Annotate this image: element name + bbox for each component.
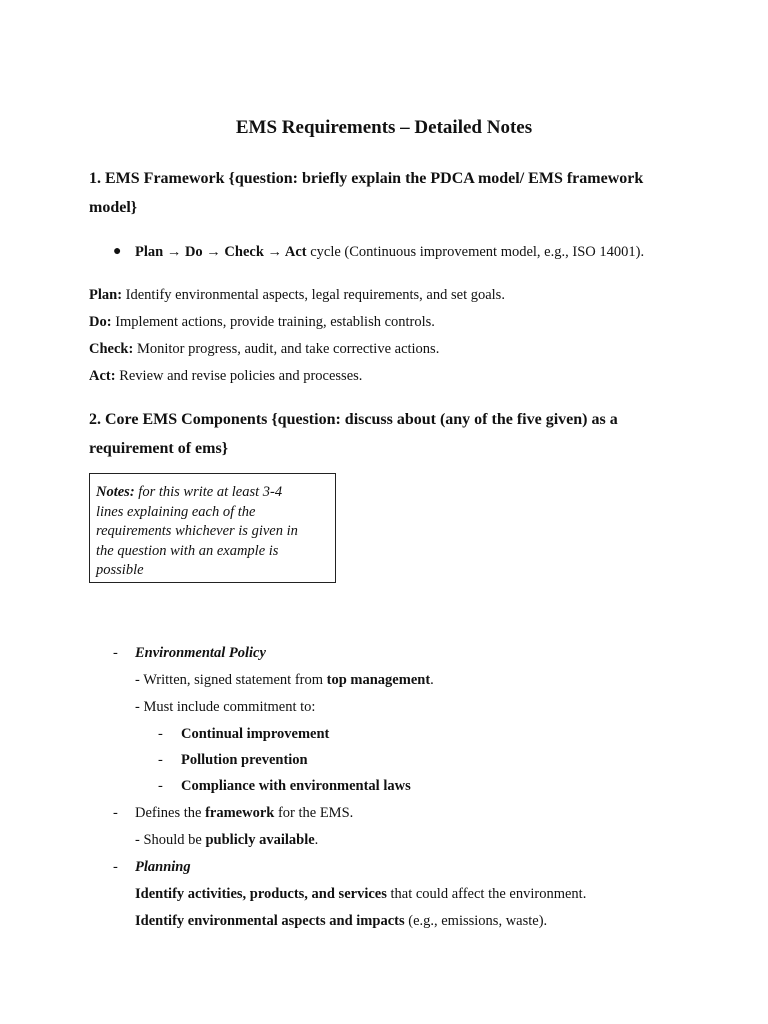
section1-heading-line1: 1. EMS Framework {question: briefly explain the PDCA model/ EMS framework: [89, 170, 644, 187]
publicly-post: .: [314, 832, 319, 848]
step-label: Plan:: [89, 287, 123, 303]
step-do: [89, 314, 435, 331]
defines-pre: Defines the: [135, 805, 206, 821]
commitment-item: Compliance with environmental laws: [181, 778, 411, 794]
notes-box: [89, 473, 336, 583]
step-text: Monitor progress, audit, and take corrective actions.: [133, 341, 440, 357]
dash-marker: -: [113, 805, 118, 821]
planning-title: Planning: [135, 859, 191, 875]
notes-line: requirements whichever is given in: [96, 523, 298, 540]
defines-bold: framework: [205, 805, 275, 821]
notes-line: possible: [96, 562, 144, 579]
section2-heading-line1: 2. Core EMS Components {question: discuss about (any of the five given) as a: [89, 411, 618, 428]
step-check: [89, 341, 439, 358]
notes-line: [96, 483, 329, 503]
step-text: Implement actions, provide training, establish controls.: [111, 314, 435, 330]
planning-line1: [135, 886, 586, 903]
step-plan: [89, 287, 505, 304]
env-policy-written: [135, 672, 434, 689]
dash-marker: -: [113, 645, 118, 661]
dash-marker: -: [158, 726, 163, 742]
notes-line: lines explaining each of the: [96, 503, 256, 520]
written-post: .: [430, 672, 434, 688]
notes-line: the question with an example is: [96, 542, 279, 559]
publicly-pre: - Should be: [135, 832, 206, 848]
step-text: Identify environmental aspects, legal requirements, and set goals.: [122, 287, 505, 303]
section2-heading-line2: requirement of ems}: [89, 440, 229, 457]
step-label: Act:: [89, 368, 116, 384]
page-title: EMS Requirements – Detailed Notes: [235, 117, 533, 138]
dash-marker: -: [158, 752, 163, 768]
pdca-description: cycle (Continuous improvement model, e.g., ISO 14001).: [306, 244, 645, 260]
planning-line1-rest: that could affect the environment.: [386, 886, 587, 902]
planning-line2: [135, 913, 547, 930]
planning-line2-bold: Identify environmental aspects and impacts: [135, 913, 405, 929]
publicly-bold: publicly available: [205, 832, 315, 848]
step-label: Check:: [89, 341, 134, 357]
dash-marker: -: [158, 778, 163, 794]
dash-marker: -: [113, 859, 118, 875]
step-label: Do:: [89, 314, 112, 330]
section1-heading-line2: model}: [89, 199, 138, 216]
planning-line2-rest: (e.g., emissions, waste).: [404, 913, 548, 929]
step-text: Review and revise policies and processes.: [115, 368, 363, 384]
step-act: [89, 368, 362, 385]
written-pre: - Written, signed statement from: [135, 672, 327, 688]
written-bold: top management: [326, 672, 431, 688]
bullet-dot-icon: ●: [113, 244, 122, 259]
env-policy-commit: - Must include commitment to:: [135, 699, 316, 715]
planning-line1-bold: Identify activities, products, and services: [135, 886, 387, 902]
defines-post: for the EMS.: [274, 805, 354, 821]
publicly-available: [135, 832, 318, 849]
notes-text: for this write at least 3-4: [134, 484, 283, 500]
commitment-item: Continual improvement: [181, 726, 330, 742]
pdca-bullet: [135, 244, 644, 261]
env-policy-title: Environmental Policy: [135, 645, 266, 661]
pdca-cycle: Plan → Do → Check → Act: [135, 244, 307, 260]
notes-label: Notes:: [96, 484, 135, 500]
defines-framework: [135, 805, 353, 822]
commitment-item: Pollution prevention: [181, 752, 308, 768]
